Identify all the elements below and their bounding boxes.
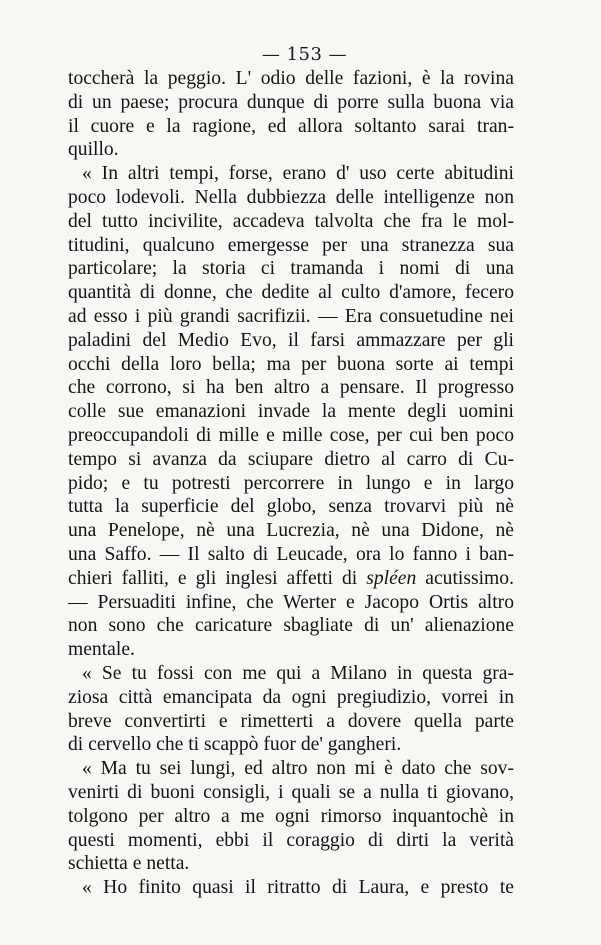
text-line: quantità di donne, che dedite al culto d'amore, fecero <box>68 282 514 304</box>
text-line: breve convertirti e rimetterti a dovere quella parte <box>68 710 514 732</box>
text-line: non sono che caricature sbagliate di un' alienazione <box>68 615 514 637</box>
text-line: il cuore e la ragione, ed allora soltanto sarai tran- <box>68 115 514 137</box>
text-line: titudini, qualcuno emergesse per una stranezza sua <box>68 234 514 256</box>
text-line: « In altri tempi, forse, erano d' uso certe abitudini <box>82 163 514 185</box>
text-line: « Ho finito quasi il ritratto di Laura, e presto te <box>82 877 514 899</box>
text-line: chieri falliti, e gli inglesi affetti di spléen acutissimo. <box>68 567 514 589</box>
text-line: — Persuaditi infine, che Werter e Jacopo Ortis altro <box>68 591 514 613</box>
text-line: del tutto incivilite, accadeva talvolta che fra le mol- <box>68 210 514 232</box>
text-line: poco lodevoli. Nella dubbiezza delle intelligenze non <box>68 186 514 208</box>
text-line: tutta la superficie del globo, senza trovarvi più nè <box>68 496 514 518</box>
text-line: tolgono per altro a me ogni rimorso inquantochè in <box>68 805 514 827</box>
text-line: particolare; la storia ci tramanda i nomi di una <box>68 258 514 280</box>
text-line: toccherà la peggio. L' odio delle fazioni, è la rovina <box>68 68 514 89</box>
text-line: venirti di buoni consigli, i quali se a nulla ti giovano, <box>68 781 514 803</box>
text-line: questi momenti, ebbi il coraggio di dirti la verità <box>68 829 514 851</box>
text-line: una Saffo. — Il salto di Leucade, ora lo fanno i ban- <box>68 543 514 565</box>
text-line: quillo. <box>68 139 119 161</box>
text-line: pido; e tu potresti percorrere in lungo e in largo <box>68 472 514 494</box>
text-line: paladini del Medio Evo, il farsi ammazzare per gli <box>68 329 514 351</box>
text-line: ziosa città emancipata da ogni pregiudizio, vorrei in <box>68 686 514 708</box>
text-line: una Penelope, nè una Lucrezia, nè una Didone, nè <box>68 520 514 542</box>
text-line: mentale. <box>68 639 135 661</box>
text-line: « Se tu fossi con me qui a Milano in questa gra- <box>82 662 514 684</box>
body-text <box>68 67 514 900</box>
text-line: tempo si avanza da sciupare dietro al carro di Cu- <box>68 448 514 470</box>
text-line: che corrono, si ha ben altro a pensare. Il progresso <box>68 377 514 399</box>
page-number: — 153 — <box>261 44 348 65</box>
text-line: preoccupandoli di mille e mille cose, per cui ben poco <box>68 424 514 446</box>
text-line: colle sue emanazioni invade la mente degli uomini <box>68 401 514 423</box>
text-line: ad esso i più grandi sacrifizii. — Era consuetudine nei <box>68 305 514 327</box>
text-line: di un paese; procura dunque di porre sulla buona via <box>68 91 514 113</box>
text-line: « Ma tu sei lungi, ed altro non mi è dato che sov- <box>82 758 514 780</box>
text-line: occhi della loro bella; ma per buona sorte ai tempi <box>68 353 514 375</box>
text-line: di cervello che ti scappò fuor de' gangheri. <box>68 734 402 756</box>
text-line: schietta e netta. <box>68 853 190 875</box>
italic-word: spléen <box>366 567 417 589</box>
